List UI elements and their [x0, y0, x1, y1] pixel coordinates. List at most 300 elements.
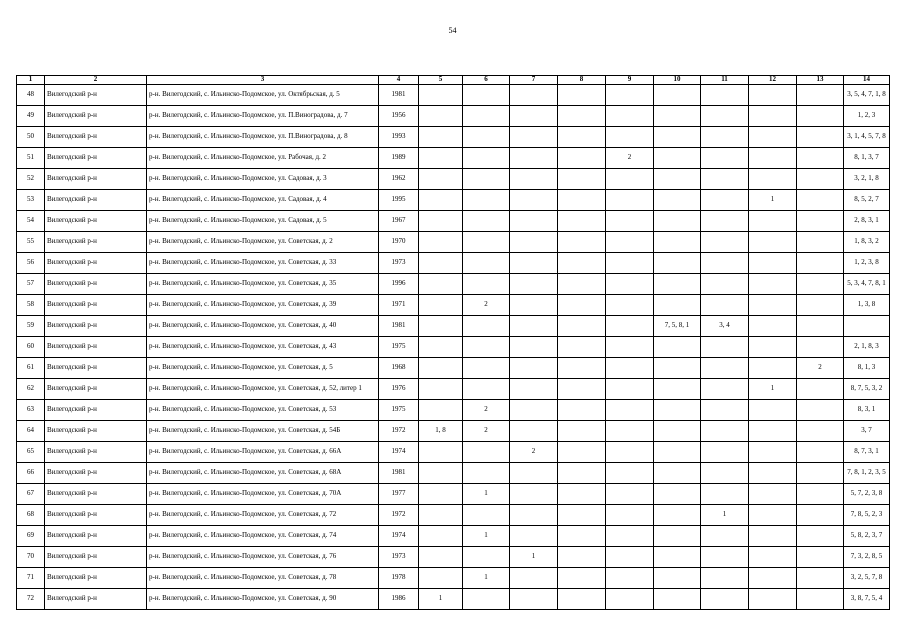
col5-cell	[419, 505, 463, 526]
address-cell: р-н. Вилегодский, с. Ильинско-Подомское, ул. Садовая, д. 4	[147, 190, 379, 211]
col8-cell	[558, 295, 606, 316]
col6-cell	[463, 106, 510, 127]
col6-cell	[463, 337, 510, 358]
col11-cell	[701, 568, 749, 589]
col12-cell	[749, 400, 797, 421]
col8-cell	[558, 127, 606, 148]
col10-cell	[654, 190, 701, 211]
column-header-8: 8	[558, 76, 606, 85]
table-row	[17, 211, 890, 232]
col11-cell	[701, 127, 749, 148]
col13-cell	[797, 106, 844, 127]
col8-cell	[558, 421, 606, 442]
col10-cell	[654, 526, 701, 547]
col13-cell	[797, 547, 844, 568]
col7-cell	[510, 526, 558, 547]
district-cell: Вилегодский р-н	[45, 85, 147, 106]
row-number: 57	[17, 274, 45, 295]
table-row	[17, 274, 890, 295]
col12-cell	[749, 148, 797, 169]
year-cell: 1962	[379, 169, 419, 190]
col6-cell	[463, 127, 510, 148]
district-cell: Вилегодский р-н	[45, 526, 147, 547]
col11-cell: 3, 4	[701, 316, 749, 337]
district-cell: Вилегодский р-н	[45, 400, 147, 421]
col12-cell	[749, 484, 797, 505]
col8-cell	[558, 148, 606, 169]
col5-cell	[419, 106, 463, 127]
col11-cell	[701, 295, 749, 316]
col11-cell	[701, 253, 749, 274]
year-cell: 1972	[379, 421, 419, 442]
col6-cell	[463, 589, 510, 610]
col12-cell	[749, 463, 797, 484]
col10-cell	[654, 547, 701, 568]
district-cell: Вилегодский р-н	[45, 463, 147, 484]
col10-cell	[654, 232, 701, 253]
col14-cell: 7, 3, 2, 8, 5	[844, 547, 890, 568]
col13-cell	[797, 316, 844, 337]
col9-cell	[606, 463, 654, 484]
column-header-2: 2	[45, 76, 147, 85]
col10-cell	[654, 442, 701, 463]
col10-cell	[654, 85, 701, 106]
col7-cell	[510, 400, 558, 421]
col14-cell: 3, 2, 5, 7, 8	[844, 568, 890, 589]
year-cell: 1973	[379, 253, 419, 274]
col13-cell	[797, 484, 844, 505]
col12-cell	[749, 442, 797, 463]
col13-cell	[797, 148, 844, 169]
row-number: 52	[17, 169, 45, 190]
column-header-11: 11	[701, 76, 749, 85]
col5-cell	[419, 295, 463, 316]
col5-cell	[419, 358, 463, 379]
col14-cell: 3, 1, 4, 5, 7, 8	[844, 127, 890, 148]
column-header-5: 5	[419, 76, 463, 85]
year-cell: 1995	[379, 190, 419, 211]
col6-cell	[463, 169, 510, 190]
address-cell: р-н. Вилегодский, с. Ильинско-Подомское, ул. Советская, д. 70А	[147, 484, 379, 505]
year-cell: 1981	[379, 463, 419, 484]
row-number: 72	[17, 589, 45, 610]
col14-cell: 5, 7, 2, 3, 8	[844, 484, 890, 505]
col13-cell	[797, 568, 844, 589]
row-number: 54	[17, 211, 45, 232]
col6-cell	[463, 274, 510, 295]
col8-cell	[558, 211, 606, 232]
col5-cell	[419, 127, 463, 148]
col7-cell	[510, 316, 558, 337]
district-cell: Вилегодский р-н	[45, 169, 147, 190]
address-cell: р-н. Вилегодский, с. Ильинско-Подомское, ул. Советская, д. 5	[147, 358, 379, 379]
col14-cell: 3, 8, 7, 5, 4	[844, 589, 890, 610]
col12-cell: 1	[749, 190, 797, 211]
address-cell: р-н. Вилегодский, с. Ильинско-Подомское, ул. П.Виноградова, д. 8	[147, 127, 379, 148]
row-number: 63	[17, 400, 45, 421]
table-row	[17, 568, 890, 589]
col10-cell	[654, 484, 701, 505]
address-cell: р-н. Вилегодский, с. Ильинско-Подомское, ул. Советская, д. 52, литер 1	[147, 379, 379, 400]
table-row	[17, 463, 890, 484]
row-number: 60	[17, 337, 45, 358]
row-number: 68	[17, 505, 45, 526]
col7-cell	[510, 337, 558, 358]
col14-cell: 7, 8, 5, 2, 3	[844, 505, 890, 526]
table-body	[17, 85, 890, 610]
col8-cell	[558, 442, 606, 463]
header-row	[17, 76, 890, 85]
district-cell: Вилегодский р-н	[45, 106, 147, 127]
col7-cell	[510, 295, 558, 316]
row-number: 69	[17, 526, 45, 547]
col14-cell: 8, 1, 3, 7	[844, 148, 890, 169]
col7-cell	[510, 127, 558, 148]
col7-cell	[510, 274, 558, 295]
col8-cell	[558, 589, 606, 610]
col14-cell: 8, 1, 3	[844, 358, 890, 379]
col12-cell	[749, 505, 797, 526]
col12-cell	[749, 127, 797, 148]
district-cell: Вилегодский р-н	[45, 316, 147, 337]
col5-cell	[419, 547, 463, 568]
col12-cell	[749, 589, 797, 610]
col10-cell	[654, 169, 701, 190]
col11-cell	[701, 400, 749, 421]
year-cell: 1981	[379, 316, 419, 337]
row-number: 48	[17, 85, 45, 106]
col9-cell	[606, 295, 654, 316]
year-cell: 1971	[379, 295, 419, 316]
table-row	[17, 85, 890, 106]
year-cell: 1977	[379, 484, 419, 505]
col11-cell	[701, 211, 749, 232]
col8-cell	[558, 358, 606, 379]
col11-cell	[701, 526, 749, 547]
district-cell: Вилегодский р-н	[45, 589, 147, 610]
col7-cell	[510, 379, 558, 400]
col11-cell	[701, 106, 749, 127]
district-cell: Вилегодский р-н	[45, 358, 147, 379]
col5-cell	[419, 232, 463, 253]
row-number: 53	[17, 190, 45, 211]
col10-cell	[654, 148, 701, 169]
col13-cell	[797, 463, 844, 484]
col11-cell	[701, 421, 749, 442]
col10-cell	[654, 379, 701, 400]
column-header-10: 10	[654, 76, 701, 85]
district-cell: Вилегодский р-н	[45, 442, 147, 463]
col12-cell	[749, 211, 797, 232]
col13-cell	[797, 85, 844, 106]
col14-cell: 8, 3, 1	[844, 400, 890, 421]
col14-cell: 1, 2, 3, 8	[844, 253, 890, 274]
col13-cell: 2	[797, 358, 844, 379]
col12-cell	[749, 169, 797, 190]
row-number: 51	[17, 148, 45, 169]
col13-cell	[797, 589, 844, 610]
address-cell: р-н. Вилегодский, с. Ильинско-Подомское, ул. Советская, д. 53	[147, 400, 379, 421]
address-cell: р-н. Вилегодский, с. Ильинско-Подомское, ул. Советская, д. 74	[147, 526, 379, 547]
col5-cell	[419, 337, 463, 358]
col12-cell	[749, 316, 797, 337]
col8-cell	[558, 169, 606, 190]
col7-cell: 2	[510, 442, 558, 463]
row-number: 66	[17, 463, 45, 484]
col9-cell	[606, 337, 654, 358]
address-cell: р-н. Вилегодский, с. Ильинско-Подомское, ул. Советская, д. 78	[147, 568, 379, 589]
table-row	[17, 190, 890, 211]
col7-cell	[510, 505, 558, 526]
col8-cell	[558, 484, 606, 505]
col13-cell	[797, 169, 844, 190]
col5-cell	[419, 526, 463, 547]
col14-cell: 3, 2, 1, 8	[844, 169, 890, 190]
col13-cell	[797, 526, 844, 547]
table-row	[17, 127, 890, 148]
col10-cell	[654, 295, 701, 316]
col5-cell	[419, 85, 463, 106]
col9-cell	[606, 316, 654, 337]
table-row	[17, 484, 890, 505]
col10-cell	[654, 568, 701, 589]
col10-cell	[654, 274, 701, 295]
column-header-14: 14	[844, 76, 890, 85]
row-number: 55	[17, 232, 45, 253]
address-cell: р-н. Вилегодский, с. Ильинско-Подомское, ул. Советская, д. 68А	[147, 463, 379, 484]
col10-cell	[654, 106, 701, 127]
col12-cell	[749, 337, 797, 358]
col14-cell: 2, 8, 3, 1	[844, 211, 890, 232]
col6-cell	[463, 253, 510, 274]
address-cell: р-н. Вилегодский, с. Ильинско-Подомское, ул. Советская, д. 35	[147, 274, 379, 295]
col5-cell	[419, 484, 463, 505]
col9-cell	[606, 253, 654, 274]
col13-cell	[797, 211, 844, 232]
table-row	[17, 316, 890, 337]
col6-cell	[463, 148, 510, 169]
col10-cell	[654, 127, 701, 148]
column-header-6: 6	[463, 76, 510, 85]
col10-cell	[654, 358, 701, 379]
col13-cell	[797, 253, 844, 274]
row-number: 70	[17, 547, 45, 568]
col5-cell	[419, 568, 463, 589]
year-cell: 1996	[379, 274, 419, 295]
col6-cell	[463, 505, 510, 526]
col6-cell	[463, 316, 510, 337]
col14-cell: 7, 8, 1, 2, 3, 5	[844, 463, 890, 484]
col12-cell	[749, 85, 797, 106]
col12-cell	[749, 358, 797, 379]
col12-cell	[749, 547, 797, 568]
col9-cell	[606, 400, 654, 421]
district-cell: Вилегодский р-н	[45, 379, 147, 400]
col9-cell	[606, 358, 654, 379]
col5-cell	[419, 442, 463, 463]
col7-cell: 1	[510, 547, 558, 568]
year-cell: 1970	[379, 232, 419, 253]
col13-cell	[797, 295, 844, 316]
col9-cell	[606, 442, 654, 463]
col5-cell	[419, 148, 463, 169]
col14-cell: 2, 1, 8, 3	[844, 337, 890, 358]
col7-cell	[510, 232, 558, 253]
col14-cell: 5, 8, 2, 3, 7	[844, 526, 890, 547]
col10-cell	[654, 211, 701, 232]
year-cell: 1973	[379, 547, 419, 568]
address-cell: р-н. Вилегодский, с. Ильинско-Подомское, ул. Советская, д. 2	[147, 232, 379, 253]
col10-cell	[654, 400, 701, 421]
col12-cell: 1	[749, 379, 797, 400]
col8-cell	[558, 526, 606, 547]
row-number: 49	[17, 106, 45, 127]
district-cell: Вилегодский р-н	[45, 253, 147, 274]
col11-cell	[701, 85, 749, 106]
address-cell: р-н. Вилегодский, с. Ильинско-Подомское, ул. Советская, д. 33	[147, 253, 379, 274]
table-row	[17, 589, 890, 610]
col11-cell	[701, 148, 749, 169]
col12-cell	[749, 421, 797, 442]
col5-cell: 1	[419, 589, 463, 610]
col14-cell: 1, 2, 3	[844, 106, 890, 127]
col9-cell	[606, 169, 654, 190]
year-cell: 1989	[379, 148, 419, 169]
col6-cell: 1	[463, 568, 510, 589]
col11-cell	[701, 169, 749, 190]
col13-cell	[797, 442, 844, 463]
col8-cell	[558, 400, 606, 421]
address-cell: р-н. Вилегодский, с. Ильинско-Подомское, ул. Советская, д. 72	[147, 505, 379, 526]
col10-cell	[654, 337, 701, 358]
col13-cell	[797, 127, 844, 148]
col7-cell	[510, 589, 558, 610]
col7-cell	[510, 85, 558, 106]
column-header-12: 12	[749, 76, 797, 85]
col8-cell	[558, 505, 606, 526]
district-cell: Вилегодский р-н	[45, 337, 147, 358]
address-cell: р-н. Вилегодский, с. Ильинско-Подомское, ул. Советская, д. 40	[147, 316, 379, 337]
address-cell: р-н. Вилегодский, с. Ильинско-Подомское, ул. Рабочая, д. 2	[147, 148, 379, 169]
col11-cell	[701, 547, 749, 568]
col14-cell: 1, 3, 8	[844, 295, 890, 316]
table-row	[17, 547, 890, 568]
table-row	[17, 400, 890, 421]
col12-cell	[749, 274, 797, 295]
district-cell: Вилегодский р-н	[45, 295, 147, 316]
col14-cell: 8, 7, 3, 1	[844, 442, 890, 463]
col11-cell	[701, 274, 749, 295]
table-row	[17, 295, 890, 316]
col9-cell	[606, 484, 654, 505]
district-cell: Вилегодский р-н	[45, 421, 147, 442]
col11-cell	[701, 358, 749, 379]
col13-cell	[797, 379, 844, 400]
col13-cell	[797, 337, 844, 358]
column-header-9: 9	[606, 76, 654, 85]
col10-cell	[654, 589, 701, 610]
col9-cell	[606, 568, 654, 589]
column-header-1: 1	[17, 76, 45, 85]
district-cell: Вилегодский р-н	[45, 484, 147, 505]
row-number: 61	[17, 358, 45, 379]
year-cell: 1993	[379, 127, 419, 148]
col10-cell	[654, 421, 701, 442]
col5-cell	[419, 400, 463, 421]
col9-cell	[606, 421, 654, 442]
col8-cell	[558, 337, 606, 358]
col6-cell	[463, 547, 510, 568]
address-cell: р-н. Вилегодский, с. Ильинско-Подомское, ул. Советская, д. 54Б	[147, 421, 379, 442]
col7-cell	[510, 211, 558, 232]
col7-cell	[510, 421, 558, 442]
row-number: 62	[17, 379, 45, 400]
col14-cell: 5, 3, 4, 7, 8, 1	[844, 274, 890, 295]
col8-cell	[558, 379, 606, 400]
col6-cell	[463, 463, 510, 484]
col11-cell	[701, 232, 749, 253]
col12-cell	[749, 526, 797, 547]
district-cell: Вилегодский р-н	[45, 547, 147, 568]
row-number: 71	[17, 568, 45, 589]
col14-cell: 8, 7, 5, 3, 2	[844, 379, 890, 400]
col12-cell	[749, 106, 797, 127]
col6-cell: 1	[463, 484, 510, 505]
col9-cell	[606, 127, 654, 148]
col5-cell	[419, 190, 463, 211]
col5-cell	[419, 274, 463, 295]
col7-cell	[510, 463, 558, 484]
col5-cell	[419, 379, 463, 400]
col9-cell	[606, 85, 654, 106]
year-cell: 1974	[379, 442, 419, 463]
col14-cell: 3, 5, 4, 7, 1, 8	[844, 85, 890, 106]
col7-cell	[510, 106, 558, 127]
table-row	[17, 379, 890, 400]
row-number: 50	[17, 127, 45, 148]
col6-cell: 2	[463, 400, 510, 421]
col12-cell	[749, 568, 797, 589]
col5-cell	[419, 169, 463, 190]
col8-cell	[558, 253, 606, 274]
col7-cell	[510, 484, 558, 505]
col7-cell	[510, 253, 558, 274]
col9-cell	[606, 379, 654, 400]
year-cell: 1972	[379, 505, 419, 526]
col11-cell	[701, 190, 749, 211]
col13-cell	[797, 232, 844, 253]
col13-cell	[797, 505, 844, 526]
row-number: 59	[17, 316, 45, 337]
table-row	[17, 526, 890, 547]
year-cell: 1956	[379, 106, 419, 127]
col8-cell	[558, 106, 606, 127]
col5-cell	[419, 463, 463, 484]
housing-table	[16, 75, 890, 610]
column-header-7: 7	[510, 76, 558, 85]
year-cell: 1975	[379, 337, 419, 358]
table-row	[17, 253, 890, 274]
col11-cell	[701, 484, 749, 505]
col11-cell	[701, 379, 749, 400]
col13-cell	[797, 274, 844, 295]
address-cell: р-н. Вилегодский, с. Ильинско-Подомское, ул. Садовая, д. 5	[147, 211, 379, 232]
col11-cell	[701, 463, 749, 484]
district-cell: Вилегодский р-н	[45, 190, 147, 211]
year-cell: 1986	[379, 589, 419, 610]
col14-cell: 3, 7	[844, 421, 890, 442]
address-cell: р-н. Вилегодский, с. Ильинско-Подомское, ул. Октябрьская, д. 5	[147, 85, 379, 106]
